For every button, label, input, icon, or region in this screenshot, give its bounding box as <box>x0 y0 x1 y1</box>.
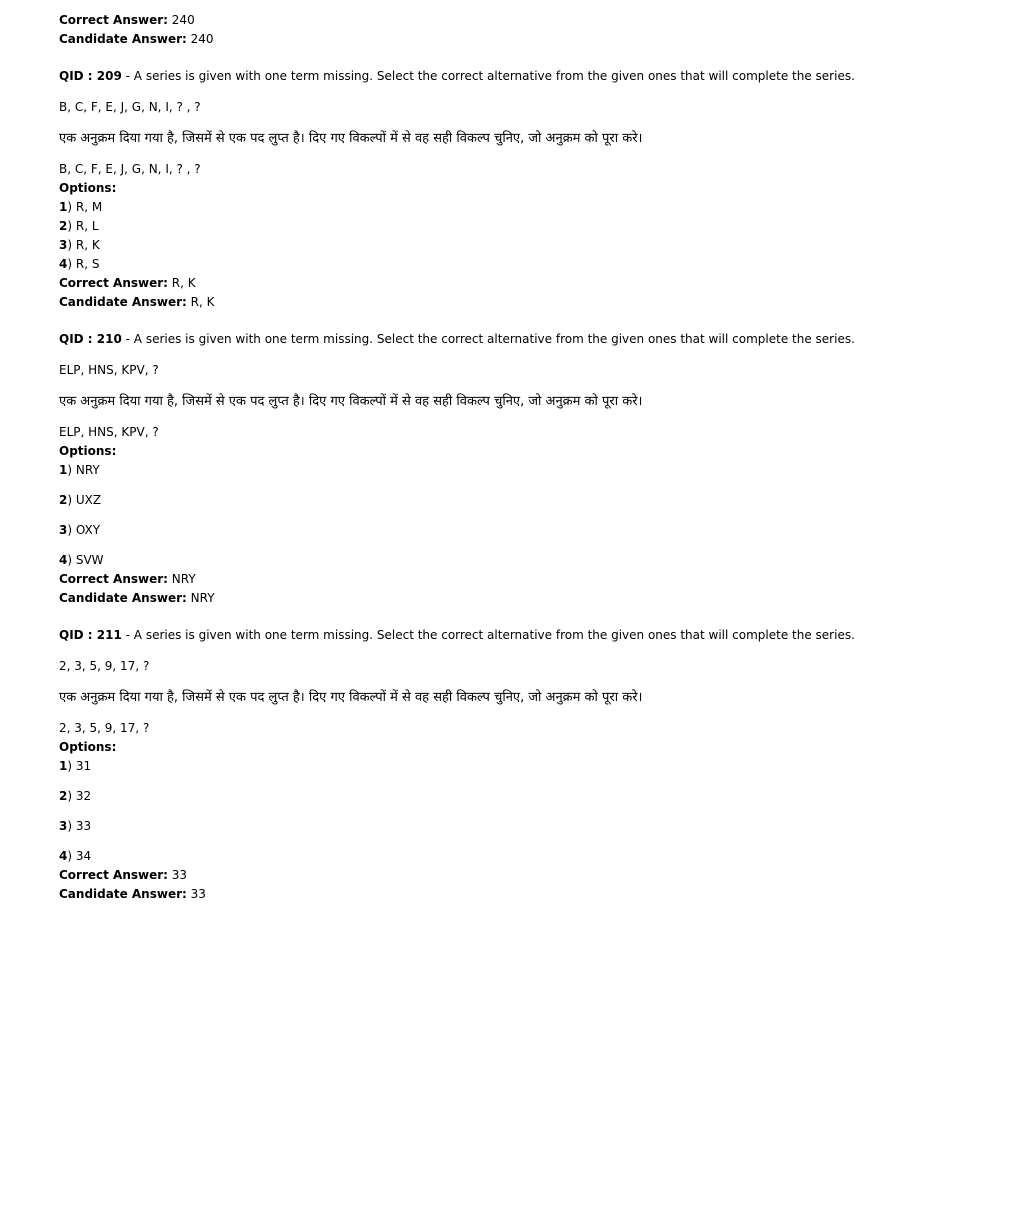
options-label: Options: <box>59 444 117 458</box>
candidate-answer <box>59 293 999 312</box>
correct-answer-label: Correct Answer: <box>59 276 168 290</box>
question-heading <box>59 67 999 86</box>
question-heading <box>59 626 999 645</box>
question-text-hi: एक अनुक्रम दिया गया है, जिसमें से एक पद लुप्त है। दिए गए विकल्पों में से वह सही विकल्प चुनिए, जो अनुक्रम को पूरा करे। <box>59 131 643 146</box>
qid-label: QID : 211 <box>59 628 122 642</box>
option-text: ) R, K <box>67 238 100 252</box>
candidate-answer-value: R, K <box>190 295 215 309</box>
question-text-en: - A series is given with one term missing. Select the correct alternative from the given ones that will complete the series. <box>121 628 855 642</box>
option-text: ) 31 <box>67 759 92 773</box>
option-number: 2 <box>59 789 68 803</box>
option-text: ) OXY <box>67 523 101 537</box>
series-text-repeat: ELP, HNS, KPV, ? <box>59 425 159 439</box>
option-1 <box>59 757 999 776</box>
series-text: ELP, HNS, KPV, ? <box>59 363 159 377</box>
question-block-210 <box>59 330 999 608</box>
option-4 <box>59 255 999 274</box>
question-text-hi: एक अनुक्रम दिया गया है, जिसमें से एक पद लुप्त है। दिए गए विकल्पों में से वह सही विकल्प चुनिए, जो अनुक्रम को पूरा करे। <box>59 394 643 409</box>
option-number: 1 <box>59 759 68 773</box>
option-3 <box>59 521 999 540</box>
qid-label: QID : 209 <box>59 69 122 83</box>
prev-candidate-answer <box>59 30 999 49</box>
prev-correct-answer <box>59 11 999 30</box>
candidate-answer-label: Candidate Answer: <box>59 32 187 46</box>
option-2 <box>59 491 999 510</box>
candidate-answer-label: Candidate Answer: <box>59 591 187 605</box>
option-text: ) R, L <box>67 219 99 233</box>
question-block-211 <box>59 626 999 904</box>
option-4 <box>59 551 999 570</box>
candidate-answer-label: Candidate Answer: <box>59 295 187 309</box>
question-heading <box>59 330 999 349</box>
option-number: 4 <box>59 849 68 863</box>
option-text: ) 34 <box>67 849 92 863</box>
correct-answer-value: 33 <box>171 868 188 882</box>
option-text: ) NRY <box>67 463 100 477</box>
series-text: 2, 3, 5, 9, 17, ? <box>59 659 150 673</box>
candidate-answer <box>59 885 999 904</box>
correct-answer-label: Correct Answer: <box>59 13 168 27</box>
candidate-answer-value: NRY <box>190 591 215 605</box>
option-text: ) R, S <box>67 257 100 271</box>
options-label: Options: <box>59 740 117 754</box>
option-1 <box>59 198 999 217</box>
question-text-en: - A series is given with one term missing. Select the correct alternative from the given ones that will complete the series. <box>121 69 855 83</box>
qid-label: QID : 210 <box>59 332 122 346</box>
option-number: 1 <box>59 200 68 214</box>
option-number: 3 <box>59 819 68 833</box>
option-text: ) 33 <box>67 819 92 833</box>
options-label: Options: <box>59 181 117 195</box>
correct-answer-label: Correct Answer: <box>59 868 168 882</box>
option-1 <box>59 461 999 480</box>
correct-answer-value: 240 <box>171 13 195 27</box>
question-block-209 <box>59 67 999 312</box>
correct-answer-value: R, K <box>171 276 196 290</box>
option-number: 1 <box>59 463 68 477</box>
option-number: 2 <box>59 493 68 507</box>
option-3 <box>59 236 999 255</box>
option-2 <box>59 787 999 806</box>
option-2 <box>59 217 999 236</box>
option-text: ) R, M <box>67 200 103 214</box>
option-number: 4 <box>59 553 68 567</box>
option-3 <box>59 817 999 836</box>
series-text: B, C, F, E, J, G, N, I, ? , ? <box>59 100 201 114</box>
correct-answer-label: Correct Answer: <box>59 572 168 586</box>
candidate-answer-label: Candidate Answer: <box>59 887 187 901</box>
candidate-answer-value: 33 <box>190 887 206 901</box>
series-text-repeat: B, C, F, E, J, G, N, I, ? , ? <box>59 162 201 176</box>
option-4 <box>59 847 999 866</box>
candidate-answer <box>59 589 999 608</box>
option-number: 2 <box>59 219 68 233</box>
option-number: 3 <box>59 238 68 252</box>
option-text: ) SVW <box>67 553 104 567</box>
option-text: ) 32 <box>67 789 92 803</box>
series-text-repeat: 2, 3, 5, 9, 17, ? <box>59 721 150 735</box>
correct-answer <box>59 570 999 589</box>
option-number: 4 <box>59 257 68 271</box>
correct-answer-value: NRY <box>171 572 196 586</box>
candidate-answer-value: 240 <box>190 32 214 46</box>
question-text-en: - A series is given with one term missing. Select the correct alternative from the given ones that will complete the series. <box>121 332 855 346</box>
correct-answer <box>59 274 999 293</box>
question-text-hi: एक अनुक्रम दिया गया है, जिसमें से एक पद लुप्त है। दिए गए विकल्पों में से वह सही विकल्प चुनिए, जो अनुक्रम को पूरा करे। <box>59 690 643 705</box>
option-number: 3 <box>59 523 68 537</box>
correct-answer <box>59 866 999 885</box>
option-text: ) UXZ <box>67 493 102 507</box>
document-page <box>59 11 999 904</box>
